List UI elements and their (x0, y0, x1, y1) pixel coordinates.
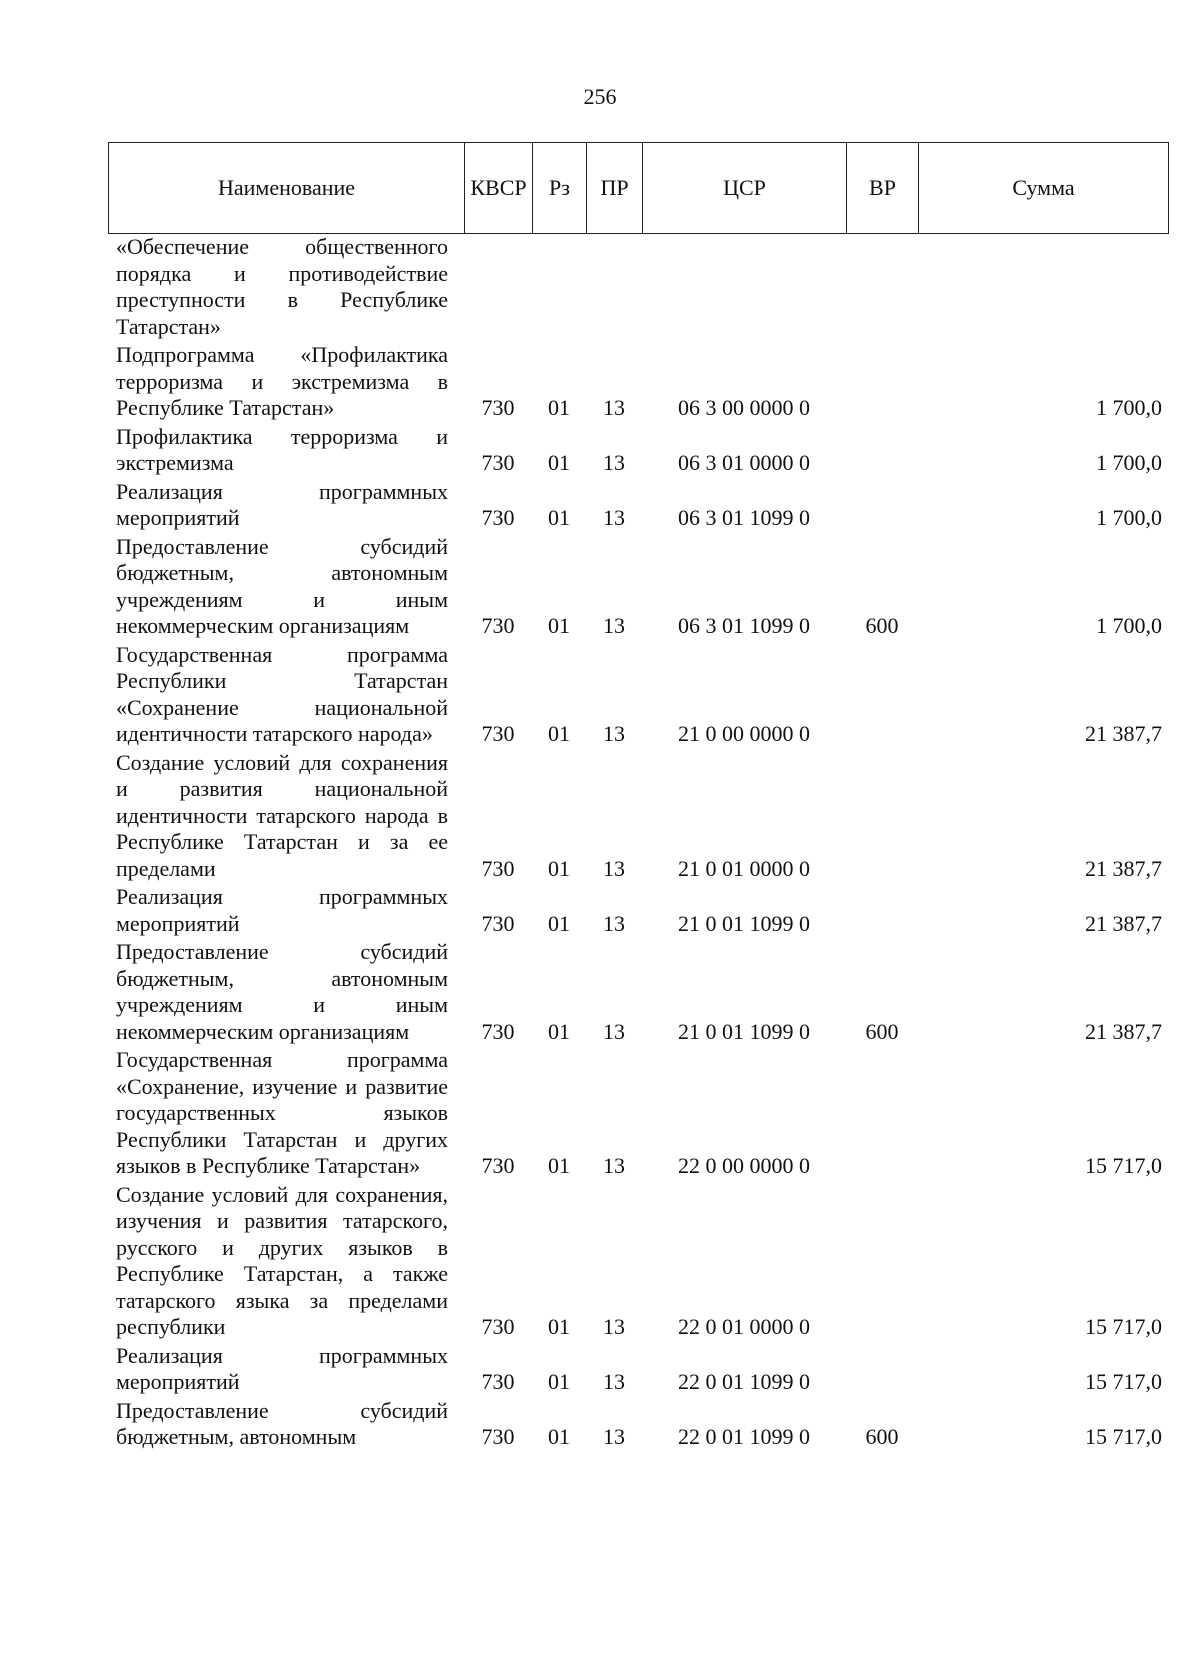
row-rz (532, 234, 586, 342)
row-pr: 13 (603, 1314, 625, 1339)
row-csr: 22 0 01 1099 0 (678, 1369, 810, 1394)
row-csr: 22 0 00 0000 0 (678, 1153, 810, 1178)
table-body (108, 234, 1168, 1453)
header-sum: Сумма (919, 143, 1169, 234)
row-rz: 01 (548, 450, 570, 475)
row-rz: 01 (548, 1018, 570, 1044)
row-rz: 01 (548, 1314, 570, 1339)
row-csr: 22 0 01 0000 0 (678, 1314, 810, 1339)
row-sum: 15 717,0 (1085, 1314, 1162, 1339)
row-csr: 21 0 01 1099 0 (678, 1018, 810, 1044)
row-kvsr: 730 (481, 910, 515, 936)
row-vr (846, 342, 918, 424)
row-kvsr: 730 (481, 450, 515, 475)
row-pr: 13 (603, 1369, 625, 1394)
row-sum: 15 717,0 (1085, 1153, 1162, 1178)
row-sum (918, 234, 1168, 342)
row-name: Создание условий для сохранения и развития национальной идентичности татарского народа в Республике Татарстан и за ее пределами (116, 749, 448, 881)
row-vr (846, 642, 918, 750)
row-rz: 01 (548, 395, 570, 420)
table-row (108, 424, 1168, 479)
row-vr (846, 1182, 918, 1343)
header-kvsr: КВСР (465, 143, 533, 234)
row-pr: 13 (603, 395, 625, 420)
row-kvsr: 730 (481, 1424, 515, 1449)
row-pr: 13 (603, 613, 625, 638)
row-kvsr: 730 (481, 721, 515, 746)
row-pr: 13 (603, 1424, 625, 1449)
row-rz: 01 (548, 613, 570, 638)
header-rz: Рз (533, 143, 587, 234)
row-name: Реализация программных мероприятий (116, 1342, 448, 1394)
table-row (108, 1182, 1168, 1343)
row-rz: 01 (548, 505, 570, 530)
row-pr: 13 (603, 855, 625, 881)
table-row (108, 1343, 1168, 1398)
row-rz: 01 (548, 1424, 570, 1449)
row-sum: 15 717,0 (1085, 1369, 1162, 1394)
header-vr: ВР (847, 143, 919, 234)
row-csr: 21 0 01 1099 0 (678, 910, 810, 936)
row-name: Подпрограмма «Профилактика терроризма и экстремизма в Республике Татарстан» (116, 342, 448, 420)
row-pr: 13 (603, 910, 625, 936)
row-sum: 21 387,7 (1085, 721, 1162, 746)
table-row (108, 479, 1168, 534)
header-csr: ЦСР (643, 143, 847, 234)
row-kvsr: 730 (481, 1153, 515, 1178)
row-rz: 01 (548, 1369, 570, 1394)
row-sum: 1 700,0 (1096, 450, 1162, 475)
row-rz: 01 (548, 1153, 570, 1178)
row-name: Создание условий для сохранения, изучения и развития татарского, русского и других языков в Республике Татарстан, а также татарского языка за пределами республики (116, 1181, 448, 1339)
table-row (108, 884, 1168, 939)
row-vr (846, 424, 918, 479)
row-kvsr: 730 (481, 855, 515, 881)
row-vr: 600 (865, 613, 899, 638)
table-row (108, 939, 1168, 1047)
row-sum: 1 700,0 (1096, 395, 1162, 420)
row-vr (846, 234, 918, 342)
row-csr: 06 3 01 0000 0 (678, 450, 810, 475)
row-sum: 21 387,7 (1085, 910, 1162, 936)
row-sum: 21 387,7 (1085, 855, 1162, 881)
table-row (108, 534, 1168, 642)
row-csr: 06 3 00 0000 0 (678, 395, 810, 420)
table-row (108, 642, 1168, 750)
row-name: Предоставление субсидий бюджетным, автономным учреждениям и иным некоммерческим организациям (116, 533, 448, 638)
row-vr: 600 (865, 1018, 899, 1044)
row-sum: 1 700,0 (1096, 613, 1162, 638)
row-name: Предоставление субсидий бюджетным, автономным учреждениям и иным некоммерческим организациям (116, 939, 448, 1044)
row-name: Предоставление субсидий бюджетным, автономным (116, 1397, 448, 1449)
row-vr (846, 1343, 918, 1398)
row-csr: 22 0 01 1099 0 (678, 1424, 810, 1449)
row-kvsr: 730 (481, 613, 515, 638)
row-pr: 13 (603, 450, 625, 475)
row-kvsr: 730 (481, 1369, 515, 1394)
row-pr: 13 (603, 1153, 625, 1178)
row-rz: 01 (548, 721, 570, 746)
row-pr (586, 234, 642, 342)
row-kvsr: 730 (481, 1314, 515, 1339)
page-number: 256 (583, 84, 617, 109)
row-kvsr (464, 234, 532, 342)
row-vr (846, 884, 918, 939)
row-name: Реализация программных мероприятий (116, 884, 448, 936)
row-name: «Обеспечение общественного порядка и противодействие преступности в Республике Татарстан» (116, 234, 448, 339)
row-csr: 21 0 01 0000 0 (678, 855, 810, 881)
row-csr: 06 3 01 1099 0 (678, 613, 810, 638)
row-pr: 13 (603, 1018, 625, 1044)
row-rz: 01 (548, 910, 570, 936)
row-kvsr: 730 (481, 1018, 515, 1044)
table-row (108, 342, 1168, 424)
row-name: Государственная программа «Сохранение, изучение и развитие государственных языков Республики Татарстан и других языков в Республике Татарстан» (116, 1047, 448, 1178)
header-pr: ПР (587, 143, 643, 234)
table-header (108, 142, 1169, 234)
table-row (108, 234, 1168, 342)
row-vr (846, 1047, 918, 1182)
row-kvsr: 730 (481, 505, 515, 530)
row-kvsr: 730 (481, 395, 515, 420)
row-vr: 600 (865, 1424, 899, 1449)
row-rz: 01 (548, 855, 570, 881)
table-row (108, 750, 1168, 885)
row-csr (642, 234, 846, 342)
row-pr: 13 (603, 505, 625, 530)
row-sum: 15 717,0 (1085, 1424, 1162, 1449)
row-name: Профилактика терроризма и экстремизма (116, 423, 448, 475)
row-name: Реализация программных мероприятий (116, 478, 448, 530)
row-vr (846, 750, 918, 885)
row-csr: 06 3 01 1099 0 (678, 505, 810, 530)
row-name: Государственная программа Республики Татарстан «Сохранение национальной идентичности татарского народа» (116, 641, 448, 746)
row-sum: 21 387,7 (1085, 1018, 1162, 1044)
row-pr: 13 (603, 721, 625, 746)
table-row (108, 1047, 1168, 1182)
row-vr (846, 479, 918, 534)
header-name: Наименование (109, 143, 465, 234)
row-csr: 21 0 00 0000 0 (678, 721, 810, 746)
row-sum: 1 700,0 (1096, 505, 1162, 530)
table-row (108, 1398, 1168, 1453)
